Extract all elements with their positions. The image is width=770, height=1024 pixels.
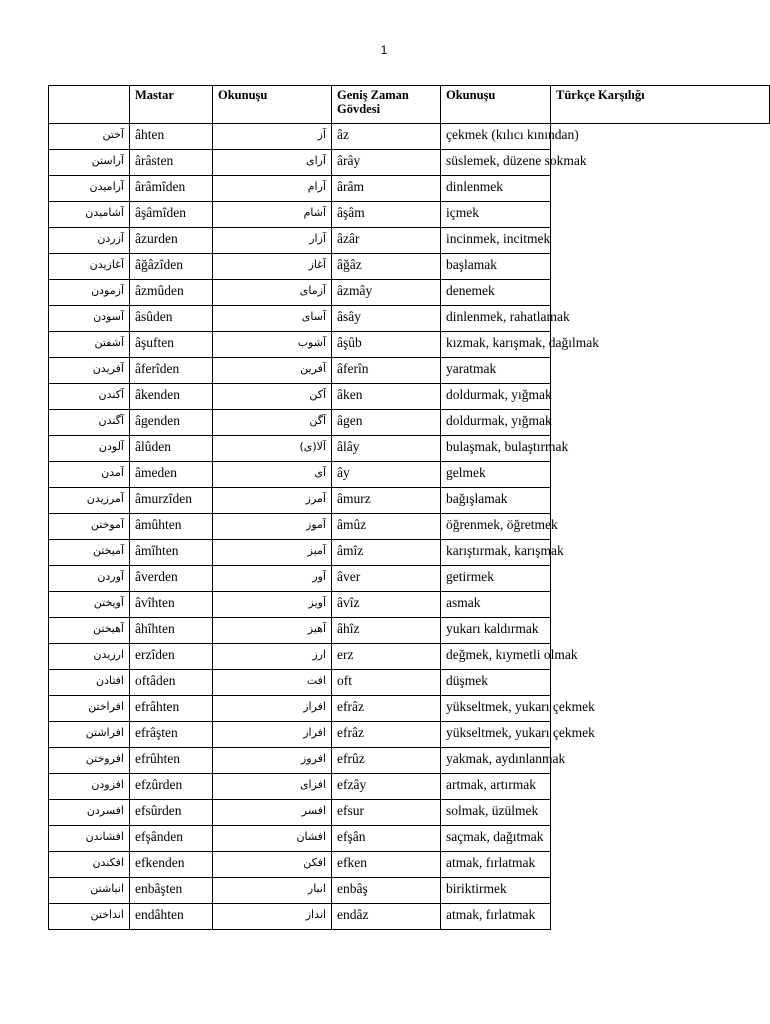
mastar-arabic-cell: ارزیدن bbox=[49, 644, 130, 670]
mastar-reading-cell: âzurden bbox=[130, 228, 213, 254]
stem-reading-cell: âzmây bbox=[332, 280, 441, 306]
mastar-reading-cell: endâhten bbox=[130, 904, 213, 930]
mastar-arabic-cell: انداختن bbox=[49, 904, 130, 930]
turkish-meaning-cell: içmek bbox=[441, 202, 551, 228]
mastar-arabic-cell: انباشتن bbox=[49, 878, 130, 904]
turkish-meaning-cell: dinlenmek bbox=[441, 176, 551, 202]
mastar-arabic-cell: آشفتن bbox=[49, 332, 130, 358]
stem-reading-cell: endâz bbox=[332, 904, 441, 930]
table-row bbox=[49, 332, 770, 358]
stem-reading-cell: âhîz bbox=[332, 618, 441, 644]
mastar-reading-cell: âferîden bbox=[130, 358, 213, 384]
mastar-reading-cell: âğâzîden bbox=[130, 254, 213, 280]
table-row bbox=[49, 774, 770, 800]
turkish-meaning-cell: yükseltmek, yukarı çekmek bbox=[441, 722, 551, 748]
mastar-arabic-cell: افتادن bbox=[49, 670, 130, 696]
mastar-arabic-cell: آفریدن bbox=[49, 358, 130, 384]
mastar-reading-cell: oftâden bbox=[130, 670, 213, 696]
mastar-reading-cell: efrâşten bbox=[130, 722, 213, 748]
mastar-reading-cell: âhîhten bbox=[130, 618, 213, 644]
header-genis-zaman-govdesi: Geniş Zaman Gövdesi bbox=[332, 86, 441, 124]
turkish-meaning-cell: süslemek, düzene sokmak bbox=[441, 150, 551, 176]
mastar-arabic-cell: آموختن bbox=[49, 514, 130, 540]
table-row bbox=[49, 852, 770, 878]
mastar-arabic-cell: افسردن bbox=[49, 800, 130, 826]
turkish-meaning-cell: atmak, fırlatmak bbox=[441, 852, 551, 878]
stem-reading-cell: âmûz bbox=[332, 514, 441, 540]
header-turkce-karsiligi: Türkçe Karşılığı bbox=[551, 86, 770, 124]
stem-arabic-cell: افروز bbox=[213, 748, 332, 774]
stem-arabic-cell: آشوب bbox=[213, 332, 332, 358]
mastar-arabic-cell: آکندن bbox=[49, 384, 130, 410]
table-row bbox=[49, 592, 770, 618]
mastar-arabic-cell: آغازیدن bbox=[49, 254, 130, 280]
turkish-meaning-cell: solmak, üzülmek bbox=[441, 800, 551, 826]
turkish-meaning-cell: kızmak, karışmak, dağılmak bbox=[441, 332, 551, 358]
mastar-arabic-cell: آمرزیدن bbox=[49, 488, 130, 514]
turkish-meaning-cell: değmek, kıymetli olmak bbox=[441, 644, 551, 670]
mastar-arabic-cell: آمیختن bbox=[49, 540, 130, 566]
mastar-arabic-cell: افراشتن bbox=[49, 722, 130, 748]
turkish-meaning-cell: yaratmak bbox=[441, 358, 551, 384]
table-row bbox=[49, 410, 770, 436]
stem-reading-cell: ârâm bbox=[332, 176, 441, 202]
header-arabic-infinitive bbox=[49, 86, 130, 124]
table-row bbox=[49, 124, 770, 150]
stem-arabic-cell: افراز bbox=[213, 722, 332, 748]
turkish-meaning-cell: bulaşmak, bulaştırmak bbox=[441, 436, 551, 462]
turkish-meaning-cell: gelmek bbox=[441, 462, 551, 488]
stem-reading-cell: efrâz bbox=[332, 696, 441, 722]
table-row bbox=[49, 618, 770, 644]
stem-reading-cell: enbâş bbox=[332, 878, 441, 904]
mastar-arabic-cell: آلودن bbox=[49, 436, 130, 462]
table-row bbox=[49, 722, 770, 748]
stem-reading-cell: âğâz bbox=[332, 254, 441, 280]
stem-arabic-cell: آفرین bbox=[213, 358, 332, 384]
mastar-reading-cell: âmurzîden bbox=[130, 488, 213, 514]
turkish-meaning-cell: yukarı kaldırmak bbox=[441, 618, 551, 644]
mastar-arabic-cell: آختن bbox=[49, 124, 130, 150]
turkish-meaning-cell: saçmak, dağıtmak bbox=[441, 826, 551, 852]
turkish-meaning-cell: çekmek (kılıcı kınından) bbox=[441, 124, 551, 150]
table-row bbox=[49, 436, 770, 462]
mastar-arabic-cell: آهیختن bbox=[49, 618, 130, 644]
stem-reading-cell: ârây bbox=[332, 150, 441, 176]
stem-arabic-cell: انبار bbox=[213, 878, 332, 904]
mastar-arabic-cell: آوردن bbox=[49, 566, 130, 592]
mastar-arabic-cell: افروختن bbox=[49, 748, 130, 774]
stem-arabic-cell: آموز bbox=[213, 514, 332, 540]
stem-reading-cell: âferîn bbox=[332, 358, 441, 384]
turkish-meaning-cell: dinlenmek, rahatlamak bbox=[441, 306, 551, 332]
stem-reading-cell: efrâz bbox=[332, 722, 441, 748]
table-row bbox=[49, 150, 770, 176]
stem-reading-cell: ây bbox=[332, 462, 441, 488]
stem-reading-cell: âver bbox=[332, 566, 441, 592]
stem-arabic-cell: افکن bbox=[213, 852, 332, 878]
stem-arabic-cell: آمیز bbox=[213, 540, 332, 566]
mastar-arabic-cell: آمدن bbox=[49, 462, 130, 488]
stem-arabic-cell: آگن bbox=[213, 410, 332, 436]
mastar-arabic-cell: افراختن bbox=[49, 696, 130, 722]
mastar-reading-cell: âmeden bbox=[130, 462, 213, 488]
table-row bbox=[49, 540, 770, 566]
stem-reading-cell: efsur bbox=[332, 800, 441, 826]
mastar-reading-cell: âkenden bbox=[130, 384, 213, 410]
stem-reading-cell: efzây bbox=[332, 774, 441, 800]
stem-reading-cell: âmîz bbox=[332, 540, 441, 566]
table-row bbox=[49, 202, 770, 228]
mastar-reading-cell: âşuften bbox=[130, 332, 213, 358]
table-row bbox=[49, 800, 770, 826]
turkish-meaning-cell: yakmak, aydınlanmak bbox=[441, 748, 551, 774]
mastar-reading-cell: âşâmîden bbox=[130, 202, 213, 228]
table-row bbox=[49, 904, 770, 930]
table-row bbox=[49, 306, 770, 332]
stem-reading-cell: âsây bbox=[332, 306, 441, 332]
stem-arabic-cell: آغاز bbox=[213, 254, 332, 280]
mastar-reading-cell: âzmûden bbox=[130, 280, 213, 306]
stem-arabic-cell: آمرز bbox=[213, 488, 332, 514]
mastar-arabic-cell: آزمودن bbox=[49, 280, 130, 306]
stem-reading-cell: âşâm bbox=[332, 202, 441, 228]
table-row bbox=[49, 670, 770, 696]
stem-reading-cell: âken bbox=[332, 384, 441, 410]
stem-reading-cell: âşûb bbox=[332, 332, 441, 358]
turkish-meaning-cell: getirmek bbox=[441, 566, 551, 592]
stem-reading-cell: âgen bbox=[332, 410, 441, 436]
stem-arabic-cell: انداز bbox=[213, 904, 332, 930]
table-row bbox=[49, 644, 770, 670]
mastar-reading-cell: erzîden bbox=[130, 644, 213, 670]
turkish-meaning-cell: biriktirmek bbox=[441, 878, 551, 904]
table-row bbox=[49, 566, 770, 592]
mastar-arabic-cell: آویختن bbox=[49, 592, 130, 618]
turkish-meaning-cell: bağışlamak bbox=[441, 488, 551, 514]
turkish-meaning-cell: doldurmak, yığmak bbox=[441, 384, 551, 410]
mastar-arabic-cell: آزردن bbox=[49, 228, 130, 254]
stem-reading-cell: erz bbox=[332, 644, 441, 670]
stem-arabic-cell: آشام bbox=[213, 202, 332, 228]
stem-arabic-cell: افسر bbox=[213, 800, 332, 826]
turkish-meaning-cell: yükseltmek, yukarı çekmek bbox=[441, 696, 551, 722]
stem-arabic-cell: آسای bbox=[213, 306, 332, 332]
mastar-arabic-cell: افزودن bbox=[49, 774, 130, 800]
stem-arabic-cell: افراز bbox=[213, 696, 332, 722]
stem-arabic-cell: افشان bbox=[213, 826, 332, 852]
stem-arabic-cell: آی bbox=[213, 462, 332, 488]
turkish-meaning-cell: incinmek, incitmek bbox=[441, 228, 551, 254]
turkish-meaning-cell: düşmek bbox=[441, 670, 551, 696]
table-row bbox=[49, 228, 770, 254]
stem-reading-cell: âvîz bbox=[332, 592, 441, 618]
mastar-reading-cell: efrûhten bbox=[130, 748, 213, 774]
turkish-meaning-cell: atmak, fırlatmak bbox=[441, 904, 551, 930]
table-row bbox=[49, 878, 770, 904]
verb-table bbox=[48, 85, 770, 930]
table-row bbox=[49, 384, 770, 410]
mastar-reading-cell: ârâmîden bbox=[130, 176, 213, 202]
stem-arabic-cell: آرای bbox=[213, 150, 332, 176]
mastar-reading-cell: âmûhten bbox=[130, 514, 213, 540]
table-row bbox=[49, 514, 770, 540]
table-row bbox=[49, 488, 770, 514]
stem-arabic-cell: آکن bbox=[213, 384, 332, 410]
stem-arabic-cell: افت bbox=[213, 670, 332, 696]
mastar-reading-cell: efrâhten bbox=[130, 696, 213, 722]
stem-reading-cell: âlây bbox=[332, 436, 441, 462]
stem-arabic-cell: آهیز bbox=[213, 618, 332, 644]
mastar-reading-cell: efkenden bbox=[130, 852, 213, 878]
mastar-reading-cell: efşânden bbox=[130, 826, 213, 852]
mastar-reading-cell: efsûrden bbox=[130, 800, 213, 826]
stem-arabic-cell: آزمای bbox=[213, 280, 332, 306]
stem-arabic-cell: آرام bbox=[213, 176, 332, 202]
turkish-meaning-cell: karıştırmak, karışmak bbox=[441, 540, 551, 566]
stem-arabic-cell: آلا(ی) bbox=[213, 436, 332, 462]
table-row bbox=[49, 462, 770, 488]
mastar-arabic-cell: آگندن bbox=[49, 410, 130, 436]
table-row bbox=[49, 696, 770, 722]
stem-reading-cell: âz bbox=[332, 124, 441, 150]
mastar-reading-cell: âgenden bbox=[130, 410, 213, 436]
table-row bbox=[49, 176, 770, 202]
stem-arabic-cell: آزار bbox=[213, 228, 332, 254]
stem-arabic-cell: آور bbox=[213, 566, 332, 592]
turkish-meaning-cell: doldurmak, yığmak bbox=[441, 410, 551, 436]
stem-arabic-cell: افزای bbox=[213, 774, 332, 800]
stem-reading-cell: oft bbox=[332, 670, 441, 696]
stem-reading-cell: efşân bbox=[332, 826, 441, 852]
mastar-reading-cell: âverden bbox=[130, 566, 213, 592]
table-row bbox=[49, 280, 770, 306]
mastar-reading-cell: enbâşten bbox=[130, 878, 213, 904]
mastar-reading-cell: âvîhten bbox=[130, 592, 213, 618]
mastar-reading-cell: âlûden bbox=[130, 436, 213, 462]
mastar-reading-cell: âhten bbox=[130, 124, 213, 150]
mastar-arabic-cell: آشامیدن bbox=[49, 202, 130, 228]
header-mastar: Mastar bbox=[130, 86, 213, 124]
table-header bbox=[49, 86, 770, 124]
stem-reading-cell: efrûz bbox=[332, 748, 441, 774]
mastar-reading-cell: âmîhten bbox=[130, 540, 213, 566]
header-row bbox=[49, 86, 770, 124]
table-row bbox=[49, 826, 770, 852]
mastar-arabic-cell: آسودن bbox=[49, 306, 130, 332]
table-row bbox=[49, 254, 770, 280]
stem-reading-cell: âzâr bbox=[332, 228, 441, 254]
turkish-meaning-cell: başlamak bbox=[441, 254, 551, 280]
table-row bbox=[49, 358, 770, 384]
turkish-meaning-cell: öğrenmek, öğretmek bbox=[441, 514, 551, 540]
mastar-arabic-cell: آرامیدن bbox=[49, 176, 130, 202]
stem-arabic-cell: آویز bbox=[213, 592, 332, 618]
mastar-arabic-cell: آراستن bbox=[49, 150, 130, 176]
table-row bbox=[49, 748, 770, 774]
turkish-meaning-cell: asmak bbox=[441, 592, 551, 618]
header-okunusu-stem: Okunuşu bbox=[441, 86, 551, 124]
mastar-arabic-cell: افشاندن bbox=[49, 826, 130, 852]
stem-reading-cell: âmurz bbox=[332, 488, 441, 514]
mastar-reading-cell: ârâsten bbox=[130, 150, 213, 176]
mastar-reading-cell: efzûrden bbox=[130, 774, 213, 800]
stem-arabic-cell: آز bbox=[213, 124, 332, 150]
stem-reading-cell: efken bbox=[332, 852, 441, 878]
mastar-reading-cell: âsûden bbox=[130, 306, 213, 332]
header-okunusu-infinitive: Okunuşu bbox=[213, 86, 332, 124]
table-body bbox=[49, 124, 770, 930]
page-number: 1 bbox=[380, 43, 388, 57]
stem-arabic-cell: ارز bbox=[213, 644, 332, 670]
turkish-meaning-cell: denemek bbox=[441, 280, 551, 306]
mastar-arabic-cell: افکندن bbox=[49, 852, 130, 878]
turkish-meaning-cell: artmak, artırmak bbox=[441, 774, 551, 800]
